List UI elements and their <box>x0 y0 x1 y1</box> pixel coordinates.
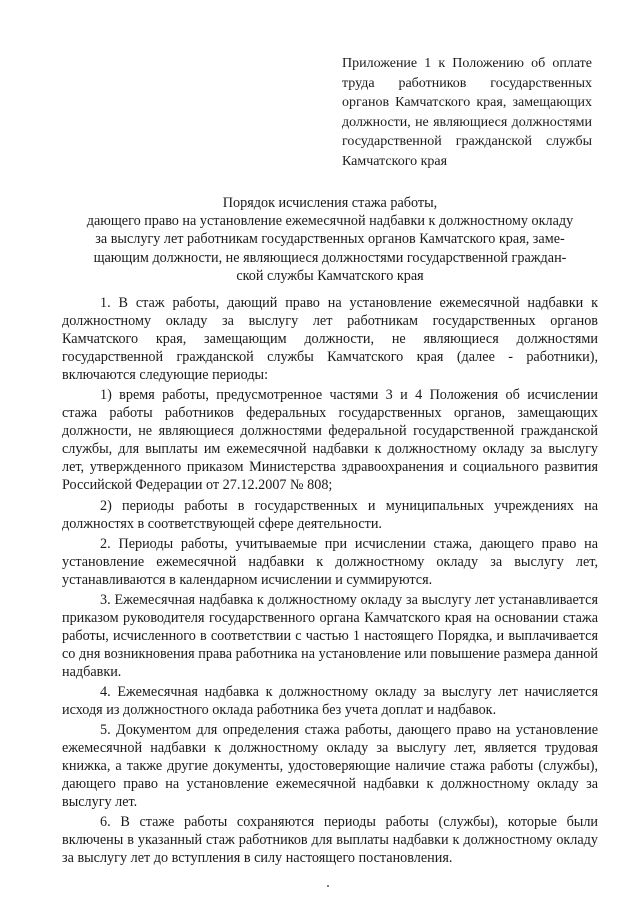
scan-speck <box>327 885 329 887</box>
document-title <box>60 194 600 285</box>
title-line: щающим должности, не являющиеся должностями государственной граждан- <box>93 249 567 266</box>
title-line: за выслугу лет работникам государственных органов Камчатского края, заме- <box>95 231 565 248</box>
appendix-note: Приложение 1 к Положению об оплате труда работников государственных органов Камчатского края, замещающих должности, не являющиеся должностями государственной гражданской службы Камчатского края <box>342 56 592 169</box>
paragraph-4: 4. Ежемесячная надбавка к должностному окладу за выслугу лет начисляется исходя из должностного оклада работника без учета доплат и надбавок. <box>62 683 598 719</box>
title-line: дающего право на установление ежемесячной надбавки к должностному окладу <box>86 213 574 230</box>
paragraph-1-item-1: 1) время работы, предусмотренное частями 3 и 4 Положения об исчислении стажа работы работников федеральных государственных органов, замещающих должности, не являющиеся должностями федеральной государственной гражданской службы, для выплаты им ежемесячной надбавки к должностному окладу за выслугу лет, утвержденного приказом Министерства здравоохранения и социального развития Российской Федерации от 27.12.2007 № 808; <box>62 387 598 494</box>
title-line: ской службы Камчатского края <box>236 267 424 284</box>
paragraph-5: 5. Документом для определения стажа работы, дающего право на установление ежемесячной надбавки к должностному окладу за выслугу лет, является трудовая книжка, а также другие документы, удостоверяющие наличие стажа работы (службы), дающего право на установление ежемесячной надбавки к должностному окладу за выслугу лет. <box>62 722 598 811</box>
paragraph-6: 6. В стаже работы сохраняются периоды работы (службы), которые были включены в указанный стаж работников для выплаты надбавки к должностному окладу за выслугу лет до вступления в силу настоящего постановления. <box>62 814 598 867</box>
paragraph-1-item-2: 2) периоды работы в государственных и муниципальных учреждениях на должностях в соответствующей сфере деятельности. <box>62 497 598 532</box>
paragraph-3: 3. Ежемесячная надбавка к должностному окладу за выслугу лет устанавливается приказом руководителя государственного органа Камчатского края на основании стажа работы, исчисленного в соответствии с частью 1 настоящего Порядка, и выплачивается со дня возникновения права работника на установление или повышение размера данной надбавки. <box>62 591 598 680</box>
title-line: Порядок исчисления стажа работы, <box>222 195 438 211</box>
paragraph-1: 1. В стаж работы, дающий право на установление ежемесячной надбавки к должностному окладу за выслугу лет работникам государственных органов Камчатского края, замещающим должности, не являющиеся должностями государственной гражданской службы Камчатского края (далее - работники), включаются следующие периоды: <box>62 295 598 384</box>
document-body <box>62 294 598 869</box>
paragraph-2: 2. Периоды работы, учитываемые при исчислении стажа, дающего право на установление ежемесячной надбавки к должностному окладу за выслугу лет, устанавливаются в календарном исчислении и суммируются. <box>62 535 598 588</box>
